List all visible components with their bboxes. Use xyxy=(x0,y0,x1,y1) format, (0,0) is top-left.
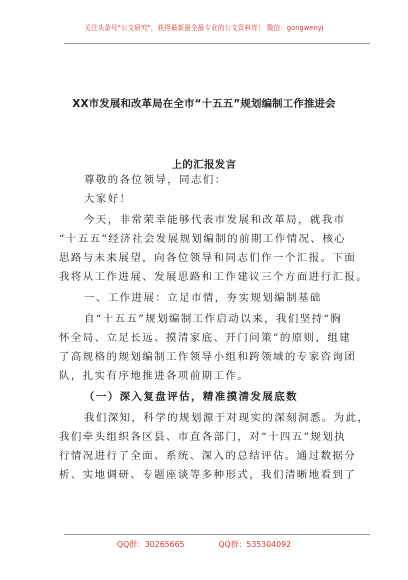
document-title-line-2: 上的汇报发言 xyxy=(171,159,237,171)
paragraph-line: 析、实地调研、专题座谈等多种形式，我们清晰地看到了 xyxy=(59,469,357,481)
paragraph-line: 了高规格的规划编制工作领导小组和跨领域的专家咨询团 xyxy=(59,351,357,363)
footer-qq-group-1: QQ群：30265665 xyxy=(116,540,185,549)
header-divider xyxy=(64,43,370,44)
paragraph-line: 我将从工作进展、发展思路和工作建议三个方面进行汇报。 xyxy=(59,271,369,283)
top-banner: 关注头条号"公文研究"，获得最新最全最专业的公文资料库！ 微信：gongwenyj xyxy=(84,24,324,32)
greeting: 大家好！ xyxy=(84,193,132,205)
salutation: 尊敬的各位领导，同志们： xyxy=(84,174,227,186)
footer xyxy=(0,539,408,550)
subsection-heading: （一）深入复盘评估，精准摸清发展底数 xyxy=(84,391,299,403)
paragraph-line: 思路与未来展望，向各位领导和同志们作一个汇报。下面 xyxy=(59,252,357,264)
paragraph-line: 我们牵头组织各区县、市直各部门，对“十四五”规划执 xyxy=(59,431,347,443)
paragraph-line: 自“十五五”规划编制工作启动以来，我们坚持“胸 xyxy=(84,313,343,325)
footer-qq-group-2: QQ群：535304092 xyxy=(218,540,292,549)
document-title-line-1: XX市发展和改革局在全市“十五五”规划编制工作推进会 xyxy=(72,98,336,110)
section-heading: 一、工作进展：立足市情，夯实规划编制基础 xyxy=(84,292,322,304)
paragraph-line: “十五五”经济社会发展规划编制的前期工作情况、核心 xyxy=(59,233,347,245)
paragraph-line: 队，扎实有序地推进各项前期工作。 xyxy=(59,370,250,382)
paragraph-line: 今天，非常荣幸能够代表市发展和改革局，就我市 xyxy=(84,214,346,226)
paragraph-line: 怀全局、立足长远、摸清家底、开门问策”的原则，组建 xyxy=(59,332,352,344)
paragraph-line: 我们深知，科学的规划源于对现实的深刻洞悉。为此， xyxy=(84,412,370,424)
paragraph-line: 行情况进行了全面、系统、深入的总结评估。通过数据分 xyxy=(59,450,357,462)
footer-divider xyxy=(64,534,370,535)
